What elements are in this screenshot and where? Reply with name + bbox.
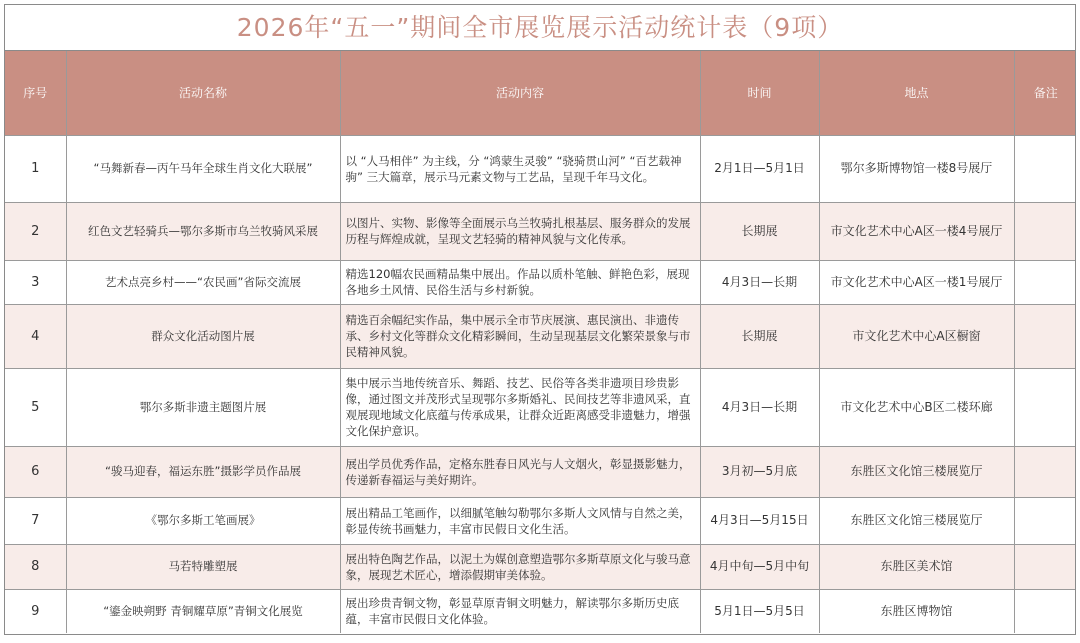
row-name: 艺术点亮乡村——“农民画”省际交流展 — [66, 260, 340, 304]
row-remark — [1014, 368, 1076, 446]
row-no: 4 — [5, 304, 66, 368]
row-place: 东胜区文化馆三楼展览厅 — [819, 446, 1014, 497]
row-content: 展出特色陶艺作品，以泥土为媒创意塑造鄂尔多斯草原文化与骏马意象，展现艺术匠心，增添假期审美体验。 — [340, 544, 700, 589]
row-content: 以 “人马相伴” 为主线，分 “鸿蒙生灵骏” “骁骑贯山河” “百艺载神驹” 三大篇章，展示马元素文物与工艺品，呈现千年马文化。 — [340, 135, 700, 202]
row-content: 集中展示当地传统音乐、舞蹈、技艺、民俗等各类非遗项目珍贵影像，通过图文并茂形式呈现鄂尔多斯婚礼、民间技艺等非遗风采，直观展现地域文化底蕴与传承成果，让群众近距离感受非遗魅力，增强文化保护意识。 — [340, 368, 700, 446]
row-remark — [1014, 544, 1076, 589]
row-content: 精选百余幅纪实作品，集中展示全市节庆展演、惠民演出、非遗传承、乡村文化等群众文化精彩瞬间，生动呈现基层文化繁荣景象与市民精神风貌。 — [340, 304, 700, 368]
row-place: 东胜区美术馆 — [819, 544, 1014, 589]
row-place: 东胜区文化馆三楼展览厅 — [819, 497, 1014, 544]
row-time: 4月3日—长期 — [700, 368, 819, 446]
row-no: 2 — [5, 202, 66, 260]
row-remark — [1014, 260, 1076, 304]
row-remark — [1014, 497, 1076, 544]
table-row — [5, 589, 1076, 633]
row-place: 市文化艺术中心B区二楼环廊 — [819, 368, 1014, 446]
row-no: 8 — [5, 544, 66, 589]
header-content: 活动内容 — [340, 51, 700, 135]
row-time: 4月3日—5月15日 — [700, 497, 819, 544]
row-no: 6 — [5, 446, 66, 497]
row-name: 红色文艺轻骑兵—鄂尔多斯市乌兰牧骑风采展 — [66, 202, 340, 260]
header-time: 时间 — [700, 51, 819, 135]
row-time: 3月初—5月底 — [700, 446, 819, 497]
row-name: 鄂尔多斯非遗主题图片展 — [66, 368, 340, 446]
row-no: 1 — [5, 135, 66, 202]
table-row — [5, 135, 1076, 202]
row-content: 展出精品工笔画作，以细腻笔触勾勒鄂尔多斯人文风情与自然之美，彰显传统书画魅力，丰富市民假日文化生活。 — [340, 497, 700, 544]
table-row — [5, 368, 1076, 446]
table-row — [5, 446, 1076, 497]
row-no: 3 — [5, 260, 66, 304]
row-content: 以图片、实物、影像等全面展示乌兰牧骑扎根基层、服务群众的发展历程与辉煌成就，呈现文艺轻骑的精神风貌与文化传承。 — [340, 202, 700, 260]
row-name: 马若特雕塑展 — [66, 544, 340, 589]
row-name: 群众文化活动图片展 — [66, 304, 340, 368]
row-place: 市文化艺术中心A区一楼1号展厅 — [819, 260, 1014, 304]
header-no: 序号 — [5, 51, 66, 135]
row-content: 展出学员优秀作品，定格东胜春日风光与人文烟火，彰显摄影魅力，传递新春福运与美好期许。 — [340, 446, 700, 497]
row-place: 鄂尔多斯博物馆一楼8号展厅 — [819, 135, 1014, 202]
table-row — [5, 304, 1076, 368]
table-row — [5, 497, 1076, 544]
row-time: 长期展 — [700, 304, 819, 368]
row-place: 东胜区博物馆 — [819, 589, 1014, 633]
header-name: 活动名称 — [66, 51, 340, 135]
row-name: “马舞新春—丙午马年全球生肖文化大联展” — [66, 135, 340, 202]
row-content: 精选120幅农民画精品集中展出。作品以质朴笔触、鲜艳色彩，展现各地乡土风情、民俗生活与乡村新貌。 — [340, 260, 700, 304]
table-row — [5, 202, 1076, 260]
row-name: 《鄂尔多斯工笔画展》 — [66, 497, 340, 544]
row-no: 7 — [5, 497, 66, 544]
table-row — [5, 544, 1076, 589]
header-place: 地点 — [819, 51, 1014, 135]
row-place: 市文化艺术中心A区橱窗 — [819, 304, 1014, 368]
row-time: 4月中旬—5月中旬 — [700, 544, 819, 589]
row-name: “鎏金映朔野 青铜耀草原”青铜文化展览 — [66, 589, 340, 633]
row-name: “骏马迎春，福运东胜”摄影学员作品展 — [66, 446, 340, 497]
activity-table — [5, 51, 1076, 633]
row-remark — [1014, 135, 1076, 202]
table-row — [5, 260, 1076, 304]
header-row — [5, 51, 1076, 135]
row-time: 5月1日—5月5日 — [700, 589, 819, 633]
row-remark — [1014, 304, 1076, 368]
row-time: 长期展 — [700, 202, 819, 260]
row-remark — [1014, 446, 1076, 497]
header-remark: 备注 — [1014, 51, 1076, 135]
row-place: 市文化艺术中心A区一楼4号展厅 — [819, 202, 1014, 260]
table-title: 2026年“五一”期间全市展览展示活动统计表（9项） — [5, 5, 1075, 51]
row-time: 2月1日—5月1日 — [700, 135, 819, 202]
row-no: 9 — [5, 589, 66, 633]
row-content: 展出珍贵青铜文物，彰显草原青铜文明魅力，解读鄂尔多斯历史底蕴，丰富市民假日文化体验。 — [340, 589, 700, 633]
row-remark — [1014, 589, 1076, 633]
statistics-sheet — [4, 4, 1076, 635]
row-remark — [1014, 202, 1076, 260]
row-time: 4月3日—长期 — [700, 260, 819, 304]
row-no: 5 — [5, 368, 66, 446]
